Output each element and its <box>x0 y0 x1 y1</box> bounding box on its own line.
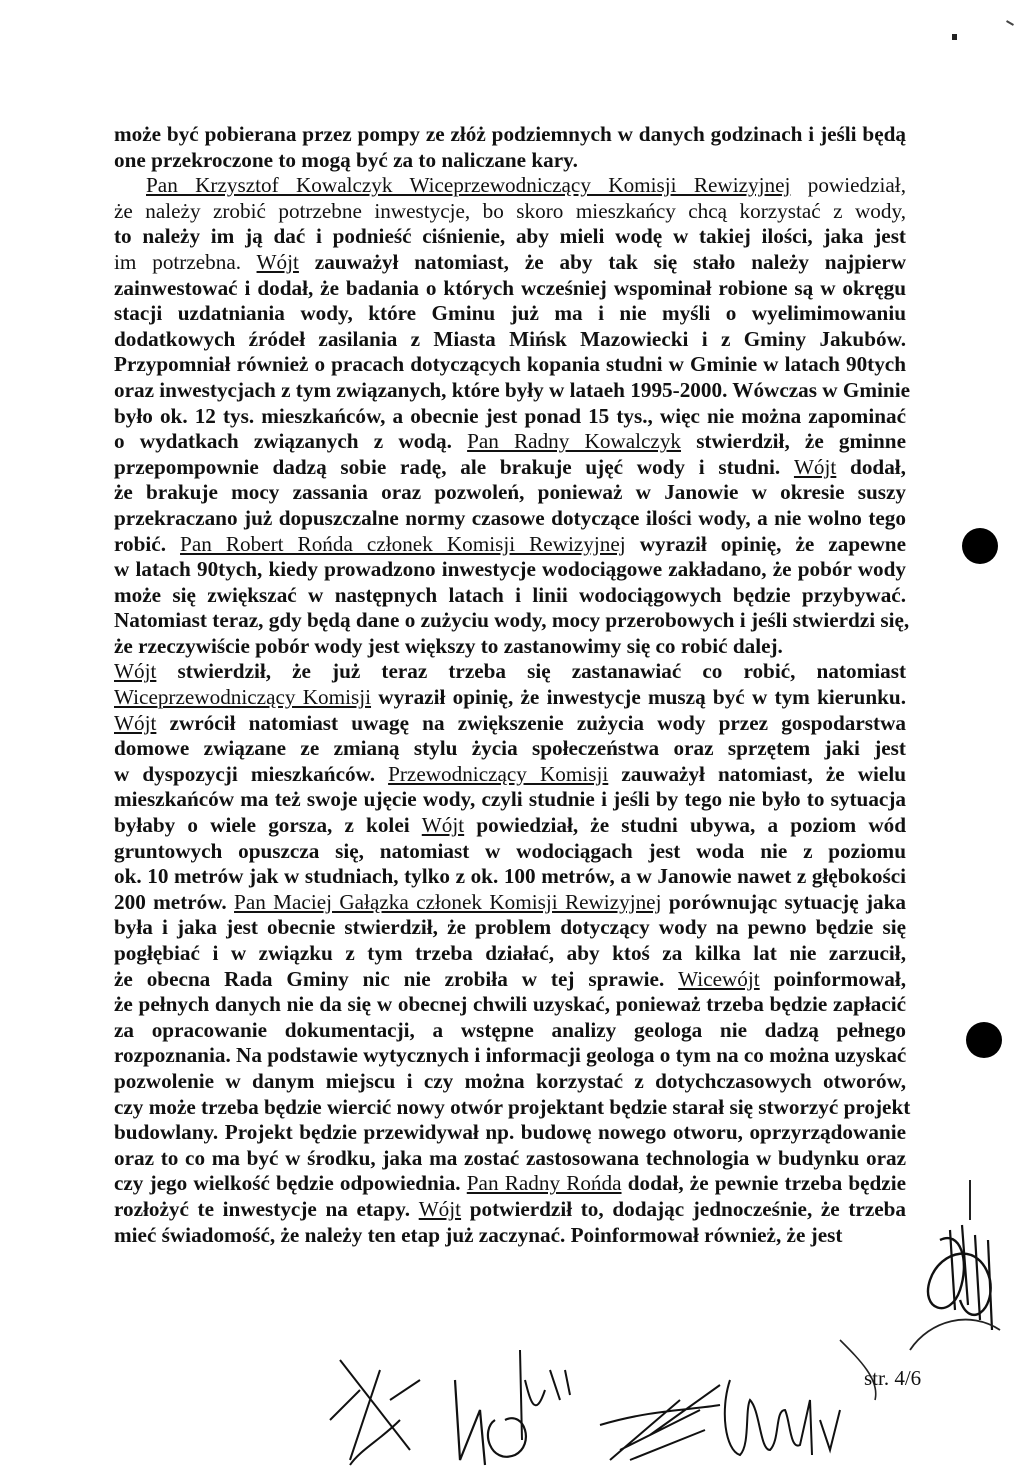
text-line <box>114 532 906 558</box>
text-line <box>114 122 906 148</box>
text-line <box>114 839 906 865</box>
line-text: że pełnych danych nie da się w obecnej chwili uzyskać, ponieważ trzeba będzie zapłacić <box>114 992 906 1017</box>
speaker-name: Wójt <box>114 710 157 735</box>
speaker-name: Pan Radny Kowalczyk <box>467 429 682 454</box>
text-line <box>114 864 906 890</box>
text-line <box>114 148 906 174</box>
line-text: domowe związane ze zmianą stylu życia społeczeństwa oraz sprzętem jaki jest <box>114 736 906 761</box>
text-line <box>114 583 906 609</box>
text-line <box>114 480 906 506</box>
text-line <box>114 1120 906 1146</box>
text-line <box>114 1094 911 1121</box>
text-line <box>114 941 906 967</box>
line-text: Natomiast teraz, gdy będą dane o zużyciu wody, mocy przerobowych i jeśli stwierdzi się, <box>114 608 910 633</box>
line-text: wyraził opinię, że inwestycje muszą być w tym kierunku. <box>371 685 906 710</box>
text-line <box>114 736 906 762</box>
line-text: zwrócił natomiast uwagę na zwiększenie zużycia wody przez gospodarstwa <box>156 710 906 735</box>
line-text: oraz to co ma być w środku, jaka ma zostać zastosowana technologia w budynku oraz <box>114 1145 906 1170</box>
body-text <box>114 122 911 1248</box>
speaker-name: Wiceprzewodniczący Komisji <box>114 685 372 710</box>
punch-hole-bottom <box>966 1022 1002 1058</box>
text-line <box>114 327 906 353</box>
scan-speck <box>952 34 957 40</box>
text-line <box>114 1223 906 1249</box>
line-text: stwierdził, że już teraz trzeba się zastanawiać co robić, natomiast <box>156 659 906 684</box>
speaker-name: Wicewójt <box>678 966 760 991</box>
line-text: gruntowych opuszcza się, natomiast w wodociągach jest woda nie z poziomu <box>114 838 906 863</box>
line-text: zainwestować i dodał, że badania o których wcześniej wspominał robione są w okręgu <box>114 275 906 300</box>
line-text: powiedział, <box>790 173 906 198</box>
line-text: im potrzebna. <box>114 249 257 274</box>
line-text: że należy zrobić potrzebne inwestycje, bo skoro mieszkańcy chcą korzystać z wody, <box>114 198 906 223</box>
speaker-name: Wójt <box>256 249 299 274</box>
scan-tick <box>1006 20 1014 26</box>
speaker-name: Wójt <box>421 813 465 838</box>
text-line <box>114 685 906 711</box>
line-text: było ok. 12 tys. mieszkańców, a obecnie jest ponad 15 tys., więc nie można zapominać <box>114 403 906 428</box>
speaker-name: Wójt <box>793 454 837 479</box>
line-text: przekraczano już dopuszczalne normy czasowe dotyczące ilości wody, a nie wolno tego <box>114 505 906 530</box>
speaker-name: Pan Krzysztof Kowalczyk Wiceprzewodniczący Komisji Rewizyjnej <box>146 173 791 198</box>
text-line <box>114 173 906 199</box>
text-line <box>114 711 906 737</box>
punch-hole-top <box>962 528 998 564</box>
line-text: potwierdził to, dodając jednocześnie, że trzeba <box>461 1196 907 1221</box>
line-text: pogłębiać i w związku z tym trzeba działać, aby ktoś za kilka lat nie zarzucił, <box>114 941 906 965</box>
line-text: w latach 90tych, kiedy prowadzono inwestycje wodociągowe zakładano, że pobór wody <box>114 557 906 582</box>
line-text: porównując sytuację jaka <box>661 889 906 914</box>
line-text: ok. 10 metrów jak w studniach, tylko z ok. 100 metrów, a w Janowie nawet z głębokości <box>114 864 906 889</box>
line-text: dodał, że pewnie trzeba będzie <box>621 1171 906 1196</box>
text-line <box>114 1146 906 1172</box>
page-number: str. 4/6 <box>864 1366 922 1390</box>
line-text: rozłożyć te inwestycje na etapy. <box>114 1196 419 1221</box>
line-text: stacji uzdatniania wody, które Gminu już ma i nie myśli o wyelimimowaniu <box>114 301 906 326</box>
line-text: robić. <box>114 531 181 556</box>
line-text: Przypomniał również o pracach dotyczących kopania studni w Gminie w latach 90tych <box>114 352 906 377</box>
line-text: zauważył natomiast, że aby tak się stało należy najpierw <box>298 249 906 274</box>
text-line <box>114 992 906 1018</box>
line-text: była i jaka jest obecnie stwierdził, że problem dotyczący wody na pewno będzie się <box>114 915 906 940</box>
line-text: czy jego wielkość będzie odpowiednia. <box>114 1171 467 1196</box>
speaker-name: Pan Robert Rońda członek Komisji Rewizyjnej <box>180 531 626 556</box>
text-line <box>114 762 906 788</box>
line-text: powiedział, że studni ubywa, a poziom wód <box>464 813 906 838</box>
line-text: w dyspozycji mieszkańców. <box>114 761 389 786</box>
line-text: może być pobierana przez pompy ze złóż podziemnych w danych godzinach i jeśli będą <box>114 122 906 146</box>
line-text: że rzeczywiście pobór wody jest większy to zastanowimy się co robić dalej. <box>114 633 783 658</box>
text-line <box>114 967 906 993</box>
line-text: mieć świadomość, że należy ten etap już zaczynać. Poinformował również, że jest <box>114 1222 843 1247</box>
line-text: pozwolenie w danym miejscu i czy można korzystać z dotychczasowych otworów, <box>114 1068 906 1093</box>
text-line <box>114 224 906 250</box>
line-text: zauważył natomiast, że wielu <box>608 761 907 786</box>
line-text: stwierdził, że gminne <box>681 429 906 454</box>
line-text: rozpoznania. Na podstawie wytycznych i informacji geologa o tym na co można uzyskać <box>114 1043 907 1068</box>
line-text: byłaby o wiele gorsza, z kolei <box>114 813 422 838</box>
text-line <box>114 1197 906 1223</box>
text-line <box>114 634 906 660</box>
line-text: budowlany. Projekt będzie przewidywał np. budowę nowego otworu, oprzyrządowanie <box>114 1120 906 1145</box>
line-text: mieszkańców ma też swoje ujęcie wody, czyli studnie i jeśli by tego nie było to sytuacja <box>114 787 906 812</box>
speaker-name: Pan Maciej Gałązka członek Komisji Rewizyjnej <box>234 889 662 914</box>
text-line <box>114 1043 906 1069</box>
line-text: 200 metrów. <box>114 889 235 914</box>
line-text: o wydatkach związanych z wodą. <box>114 429 468 454</box>
line-text: może się zwiększać w następnych latach i linii wodociągowych będzie przybywać. <box>114 582 906 607</box>
text-line <box>114 506 906 532</box>
speaker-name: Pan Radny Rońda <box>466 1171 622 1196</box>
line-text: poinformował, <box>759 966 906 991</box>
line-text: dodał, <box>836 454 906 479</box>
text-line <box>114 813 906 839</box>
speaker-name: Wójt <box>114 659 157 684</box>
text-line <box>114 276 906 302</box>
text-line <box>114 199 906 225</box>
line-text: przepompownie dadzą sobie radę, ale brakuje ujęć wody i studni. <box>114 454 794 479</box>
signatures-bottom <box>320 1340 880 1470</box>
text-line <box>114 1171 906 1197</box>
text-line <box>114 659 906 685</box>
line-text: to należy im ją dać i podnieść ciśnienie, aby mieli wodę w takiej ilości, jaka jest <box>114 224 906 249</box>
text-line <box>114 1069 906 1095</box>
text-line <box>114 1018 906 1044</box>
line-text: że obecna Rada Gminy nic nie zrobiła w tej sprawie. <box>114 966 679 991</box>
line-text: wyraził opinię, że zapewne <box>625 531 906 556</box>
text-line <box>114 455 906 481</box>
speaker-name: Przewodniczący Komisji <box>388 761 609 786</box>
line-text: one przekroczone to mogą być za to naliczane kary. <box>114 147 578 172</box>
text-line <box>114 377 910 404</box>
text-line <box>114 352 906 378</box>
line-text: że brakuje mocy zassania oraz pozwoleń, ponieważ w Janowie w okresie suszy <box>114 480 906 505</box>
text-line <box>114 301 906 327</box>
text-line <box>114 915 906 941</box>
line-text: dodatkowych źródeł zasilania z Miasta Mińsk Mazowiecki i z Gminy Jakubów. <box>114 326 906 351</box>
text-line <box>114 429 906 455</box>
text-line <box>114 557 906 583</box>
text-line <box>114 787 906 813</box>
text-line <box>114 608 910 634</box>
signature-right-margin <box>900 1180 1010 1380</box>
text-line <box>114 404 906 430</box>
text-line <box>114 890 906 916</box>
line-text: za opracowanie dokumentacji, a wstępne analizy geologa nie dadzą pełnego <box>114 1017 906 1042</box>
text-line <box>114 250 906 276</box>
line-text: oraz inwestycjach z tym związanych, które były w lataeh 1995-2000. Wówczas w Gminie <box>114 377 910 402</box>
line-text: czy może trzeba będzie wiercić nowy otwór projektant będzie starał się stworzyć projekt <box>114 1094 911 1119</box>
speaker-name: Wójt <box>418 1196 462 1221</box>
